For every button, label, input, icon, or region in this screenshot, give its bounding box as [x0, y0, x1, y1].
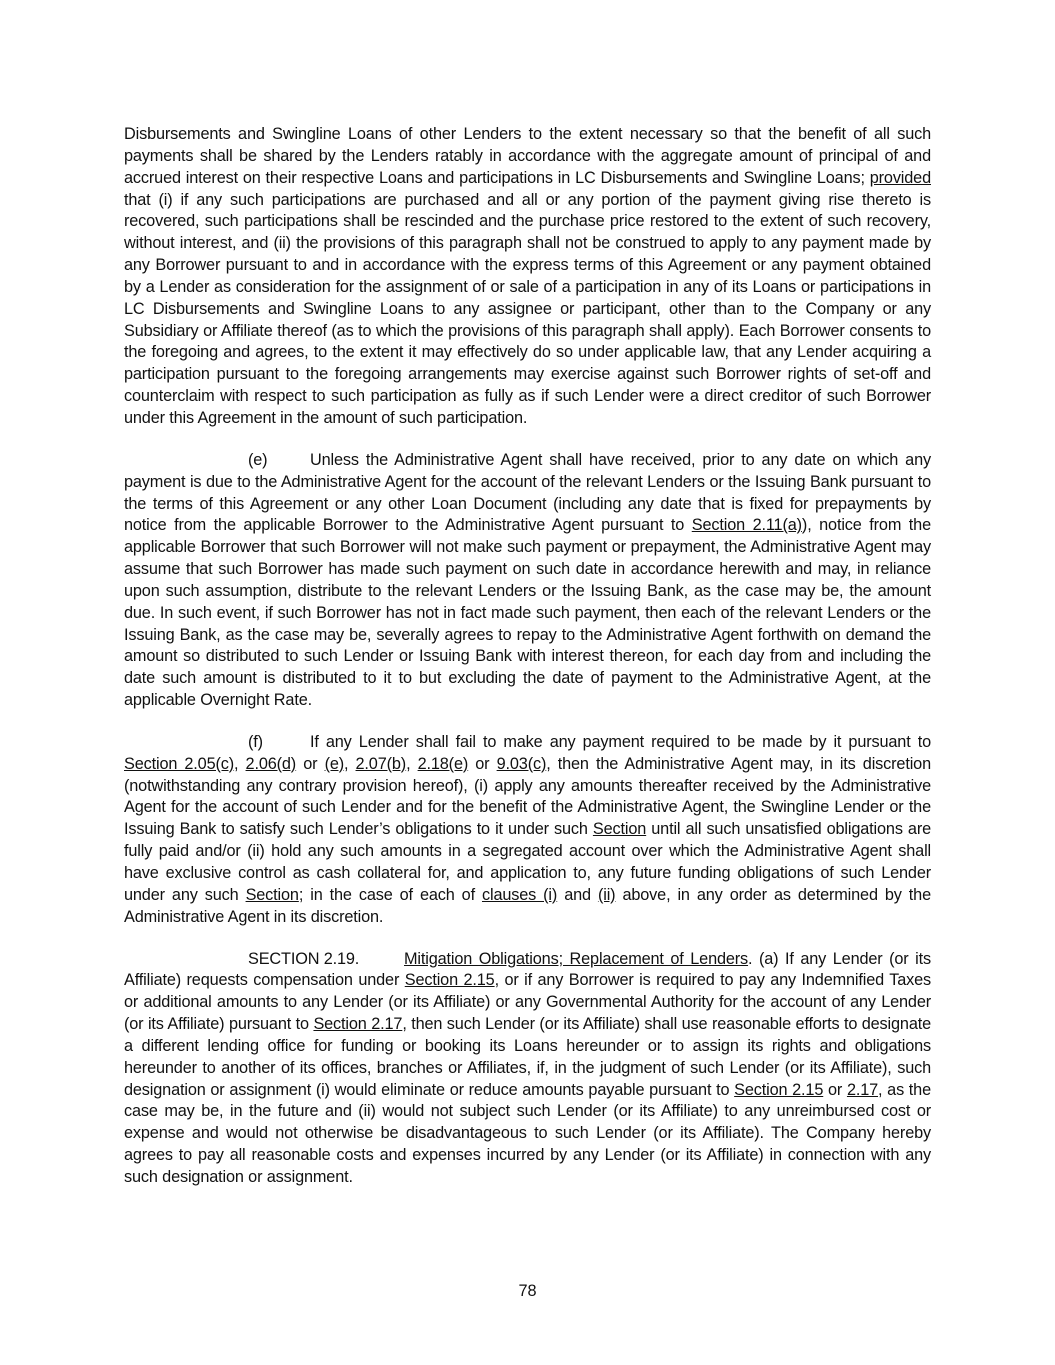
text-run: , then such Lender (or its Affiliate) shall use reasonable efforts to designate a different lending office for funding or booking its Loans hereunder or to assign its rights and obligations hereunder to another of its offices, branches or Affiliates, if, in the judgment of such Lender (or its Affiliate), such designation or assignment (i) would eliminate or reduce amounts payable pursuant to: [124, 1015, 932, 1099]
section-reference: Section 2.15: [734, 1080, 824, 1099]
text-run: If any Lender shall fail to make any payment required to be made by it pursuant to: [310, 732, 931, 751]
text-run: ,: [344, 754, 356, 773]
section-reference: Section 2.15: [404, 971, 495, 990]
paragraph-f-label: (f): [248, 732, 263, 751]
text-run: , or if any Borrower is required to pay any Indemnified Taxes or additional amounts to any Lender (or its Affiliate) or any Governmental Authority for the account of any Lender (or its Affiliate) pursuant to: [124, 971, 932, 1034]
text-run: or: [823, 1080, 847, 1099]
text-run: ,: [406, 754, 418, 773]
section-2-19: [124, 949, 931, 1189]
paragraph-f: [124, 732, 931, 929]
paragraph-e: [124, 450, 931, 712]
text-run: or: [468, 754, 497, 773]
text-run: , then the Administrative Agent may, in its discretion (notwithstanding any contrary provision hereof), (i) apply any amounts thereafter received by the Administrative Agent for the account of such Lender and for the benefit of the Administrative Agent, the Swingline Lender or the Issuing Bank to satisfy such Lender’s obligations to it under such: [124, 754, 931, 839]
section-reference: 2.17: [846, 1080, 879, 1099]
section-reference: 9.03(c): [496, 754, 547, 773]
text-run: ; in the case of each of: [298, 885, 482, 904]
section-reference: 2.06(d): [245, 754, 297, 773]
section-reference: Section 2.11(a): [691, 516, 802, 535]
section-reference: 2.18(e): [417, 754, 469, 773]
section-reference: Section: [592, 820, 647, 839]
section-label: SECTION 2.19.: [248, 949, 360, 968]
clause-reference: clauses (i): [481, 885, 558, 904]
text-run: . (a) If any Lender (or its Affiliate) requests compensation under: [124, 949, 931, 990]
provided-term: provided: [869, 168, 931, 187]
section-reference: Section: [245, 885, 299, 904]
paragraph-d-continuation: [124, 124, 931, 430]
paragraph-e-label: (e): [248, 450, 268, 469]
text-run: above, in any order as determined by the Administrative Agent in its discretion.: [124, 885, 931, 926]
section-reference: 2.07(b): [355, 754, 407, 773]
text-run: and: [557, 885, 598, 904]
text-run: Unless the Administrative Agent shall have received, prior to any date on which any payment is due to the Administrative Agent for the account of the relevant Lenders or the Issuing Bank pursuant to the terms of this Agreement or any other Loan Document (including any date that is fixed for prepayments by notice from the applicable Borrower to the Administrative Agent pursuant to: [124, 450, 931, 535]
section-reference: Section 2.17: [313, 1015, 403, 1034]
text-run: ,: [234, 754, 246, 773]
text-run: that (i) if any such participations are purchased and all or any portion of the payment giving rise thereto is recovered, such participations shall be rescinded and the purchase price restored to the extent of such recovery, without interest, and (ii) the provisions of this paragraph shall not be construed to apply to any payment made by any Borrower pursuant to and in accordance with the express terms of this Agreement or any payment obtained by a Lender as consideration for the assignment of or sale of a participation in any of its Loans or participations in LC Disbursements and Swingline Loans to any assignee or participant, other than to the Company or any Subsidiary or Affiliate thereof (as to which the provisions of this paragraph shall apply). Each Borrower consents to the foregoing and agrees, to the extent it may effectively do so under applicable law, that any Lender acquiring a participation pursuant to the foregoing arrangements may exercise against such Borrower rights of set-off and counterclaim with respect to such participation as fully as if such Lender were a direct creditor of such Borrower under this Agreement in the amount of such participation.: [124, 190, 931, 427]
section-reference: Section 2.05(c): [124, 754, 235, 773]
text-run: or: [296, 754, 325, 773]
text-run: until all such unsatisfied obligations are fully paid and/or (ii) hold any such amounts in a segregated account over which the Administrative Agent shall have exclusive control as cash collateral for, and application to, any future funding obligations of such Lender under any such: [124, 820, 932, 904]
document-page: [124, 124, 931, 1189]
section-reference: (e): [324, 754, 345, 773]
section-heading: Mitigation Obligations; Replacement of Lenders: [404, 949, 749, 968]
clause-reference: (ii): [597, 885, 616, 904]
text-run: , as the case may be, in the future and (ii) would not subject such Lender (or its Affiliate) to any unreimbursed cost or expense and would not otherwise be disadvantageous to such Lender (or its Affiliate). The Company hereby agrees to pay all reasonable costs and expenses incurred by any Lender (or its Affiliate) in connection with any such designation or assignment.: [124, 1080, 931, 1186]
text-run: Disbursements and Swingline Loans of other Lenders to the extent necessary so that the benefit of all such payments shall be shared by the Lenders ratably in accordance with the aggregate amount of principal of and accrued interest on their respective Loans and participations in LC Disbursements and Swingline Loans;: [124, 125, 931, 187]
text-run: ), notice from the applicable Borrower that such Borrower will not make such payment or prepayment, the Administrative Agent may assume that such Borrower has made such payment on such date in accordance herewith and may, in reliance upon such assumption, distribute to the relevant Lenders or the Issuing Bank, as the case may be, the amount due. In such event, if such Borrower has not in fact made such payment, then each of the relevant Lenders or the Issuing Bank, as the case may be, severally agrees to repay to the Administrative Agent forthwith on demand the amount so distributed to such Lender or Issuing Bank with interest thereon, for each day from and including the date such amount is distributed to it to but excluding the date of payment to the Administrative Agent, at the applicable Overnight Rate.: [124, 516, 931, 710]
page-number: 78: [518, 1282, 537, 1300]
